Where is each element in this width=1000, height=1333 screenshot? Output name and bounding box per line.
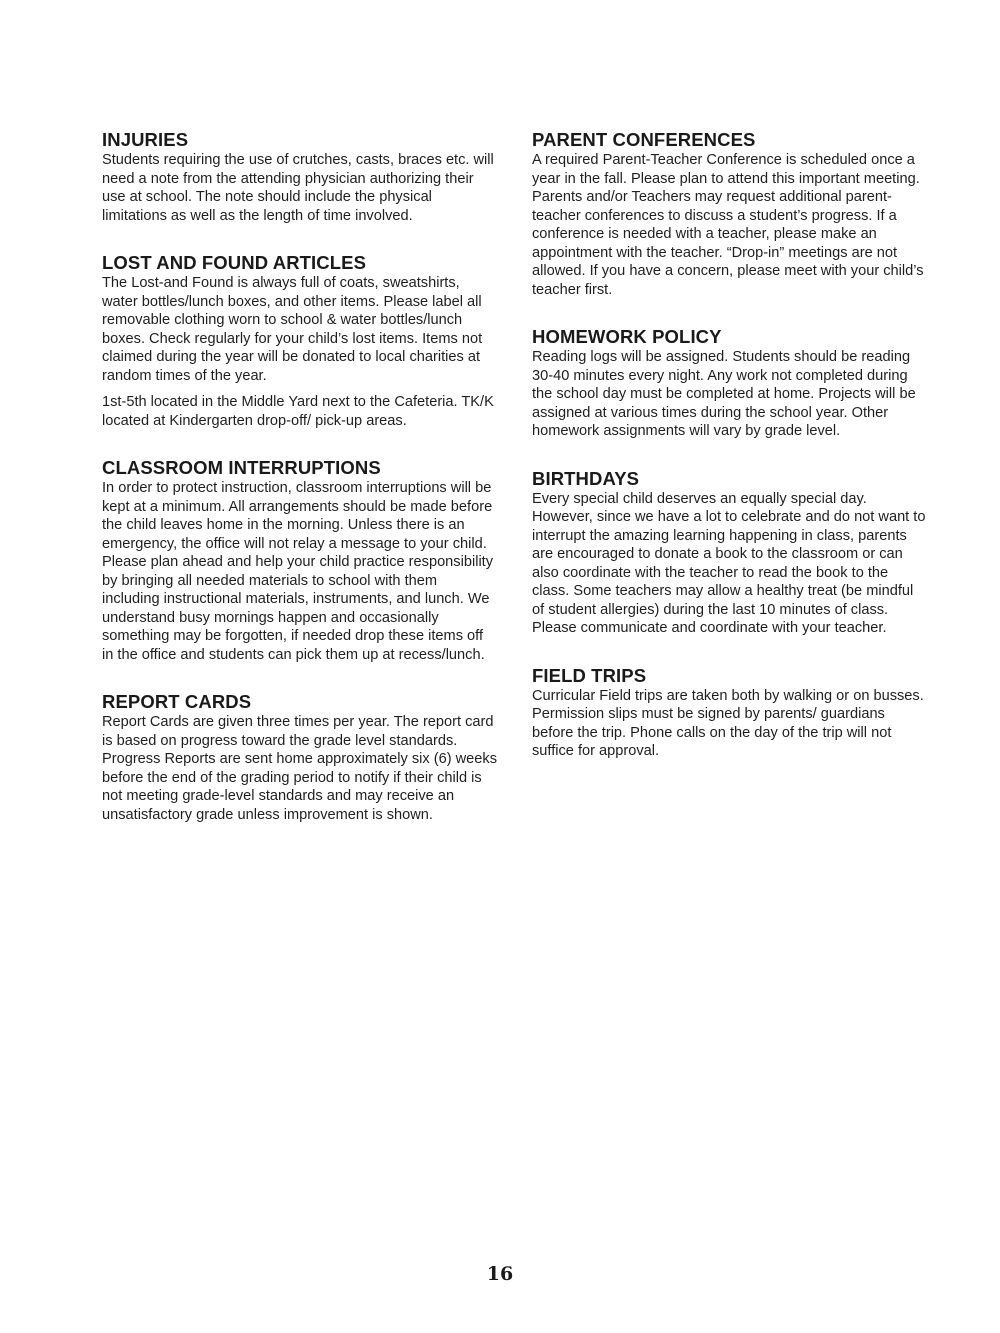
section-lost-and-found	[102, 252, 497, 430]
section-paragraph: 1st-5th located in the Middle Yard next to the Cafeteria. TK/K located at Kindergarten drop-off/ pick-up areas.	[102, 394, 494, 429]
section-birthdays	[532, 468, 927, 638]
section-heading: BIRTHDAYS	[532, 467, 640, 489]
section-heading: REPORT CARDS	[102, 691, 252, 712]
right-column	[532, 129, 927, 788]
section-paragraph: Report Cards are given three times per year. The report card is based on progress toward the grade level standards. Progress Reports are sent home approximately six (6) weeks before the end of the grading period to notify if their child is not meeting grade-level standards and may receive an unsatisfactory grade unless improvement is shown.	[102, 714, 498, 823]
section-paragraph: In order to protect instruction, classroom interruptions will be kept at a minimum. All arrangements should be made before the child leaves home in the morning. Unless there is an emergency, the office will not relay a message to your child. Please plan ahead and help your child practice responsibility by bringing all needed materials to school with them including instructional materials, instruments, and lunch. We understand busy mornings happen and occasionally something may be forgotten, if needed drop these items off in the office and students can pick them up at recess/lunch.	[102, 480, 494, 663]
section-heading: FIELD TRIPS	[532, 664, 647, 686]
section-paragraph: A required Parent-Teacher Conference is scheduled once a year in the fall. Please plan to attend this important meeting. Parents and/or Teachers may request additional parent-teacher conferences to discuss a student’s progress. If a conference is needed with a teacher, please make an appointment with the teacher. “Drop-in” meetings are not allowed. If you have a concern, please meet with your child’s teacher first.	[532, 152, 924, 298]
section-parent-conferences	[532, 129, 927, 299]
section-classroom-interruptions	[102, 457, 497, 664]
section-field-trips	[532, 665, 927, 761]
section-report-cards	[102, 691, 497, 824]
section-injuries	[102, 129, 497, 225]
section-heading: LOST AND FOUND ARTICLES	[102, 252, 367, 273]
left-column	[102, 129, 497, 851]
section-heading: INJURIES	[102, 129, 189, 150]
section-paragraph: Students requiring the use of crutches, casts, braces etc. will need a note from the attending physician authorizing their use at school. The note should include the physical limitations as well as the length of time involved.	[102, 152, 494, 224]
section-paragraph: Every special child deserves an equally special day. However, since we have a lot to celebrate and do not want to interrupt the amazing learning happening in class, parents are encouraged to donate a book to the classroom or can also coordinate with the teacher to read the book to the class. Some teachers may allow a healthy treat (be mindful of student allergies) during the last 10 minutes of class. Please communicate and coordinate with your teacher.	[532, 490, 926, 636]
section-heading: PARENT CONFERENCES	[532, 129, 756, 150]
page-number: 16	[486, 1263, 514, 1285]
section-heading: HOMEWORK POLICY	[532, 326, 722, 347]
section-homework-policy	[532, 326, 927, 441]
section-paragraph: Curricular Field trips are taken both by walking or on busses. Permission slips must be signed by parents/ guardians before the trip. Phone calls on the day of the trip will not suffice for approval.	[532, 687, 924, 759]
section-paragraph: Reading logs will be assigned. Students should be reading 30-40 minutes every night. Any work not completed during the school day must be completed at home. Projects will be assigned at various times during the school year. Other homework assignments will vary by grade level.	[532, 349, 916, 439]
section-paragraph: The Lost-and Found is always full of coats, sweatshirts, water bottles/lunch boxes, and other items. Please label all removable clothing worn to school & water bottles/lunch boxes. Check regularly for your child’s lost items. Items not claimed during the year will be donated to local charities at random times of the year.	[102, 275, 483, 384]
section-heading: CLASSROOM INTERRUPTIONS	[102, 457, 381, 478]
